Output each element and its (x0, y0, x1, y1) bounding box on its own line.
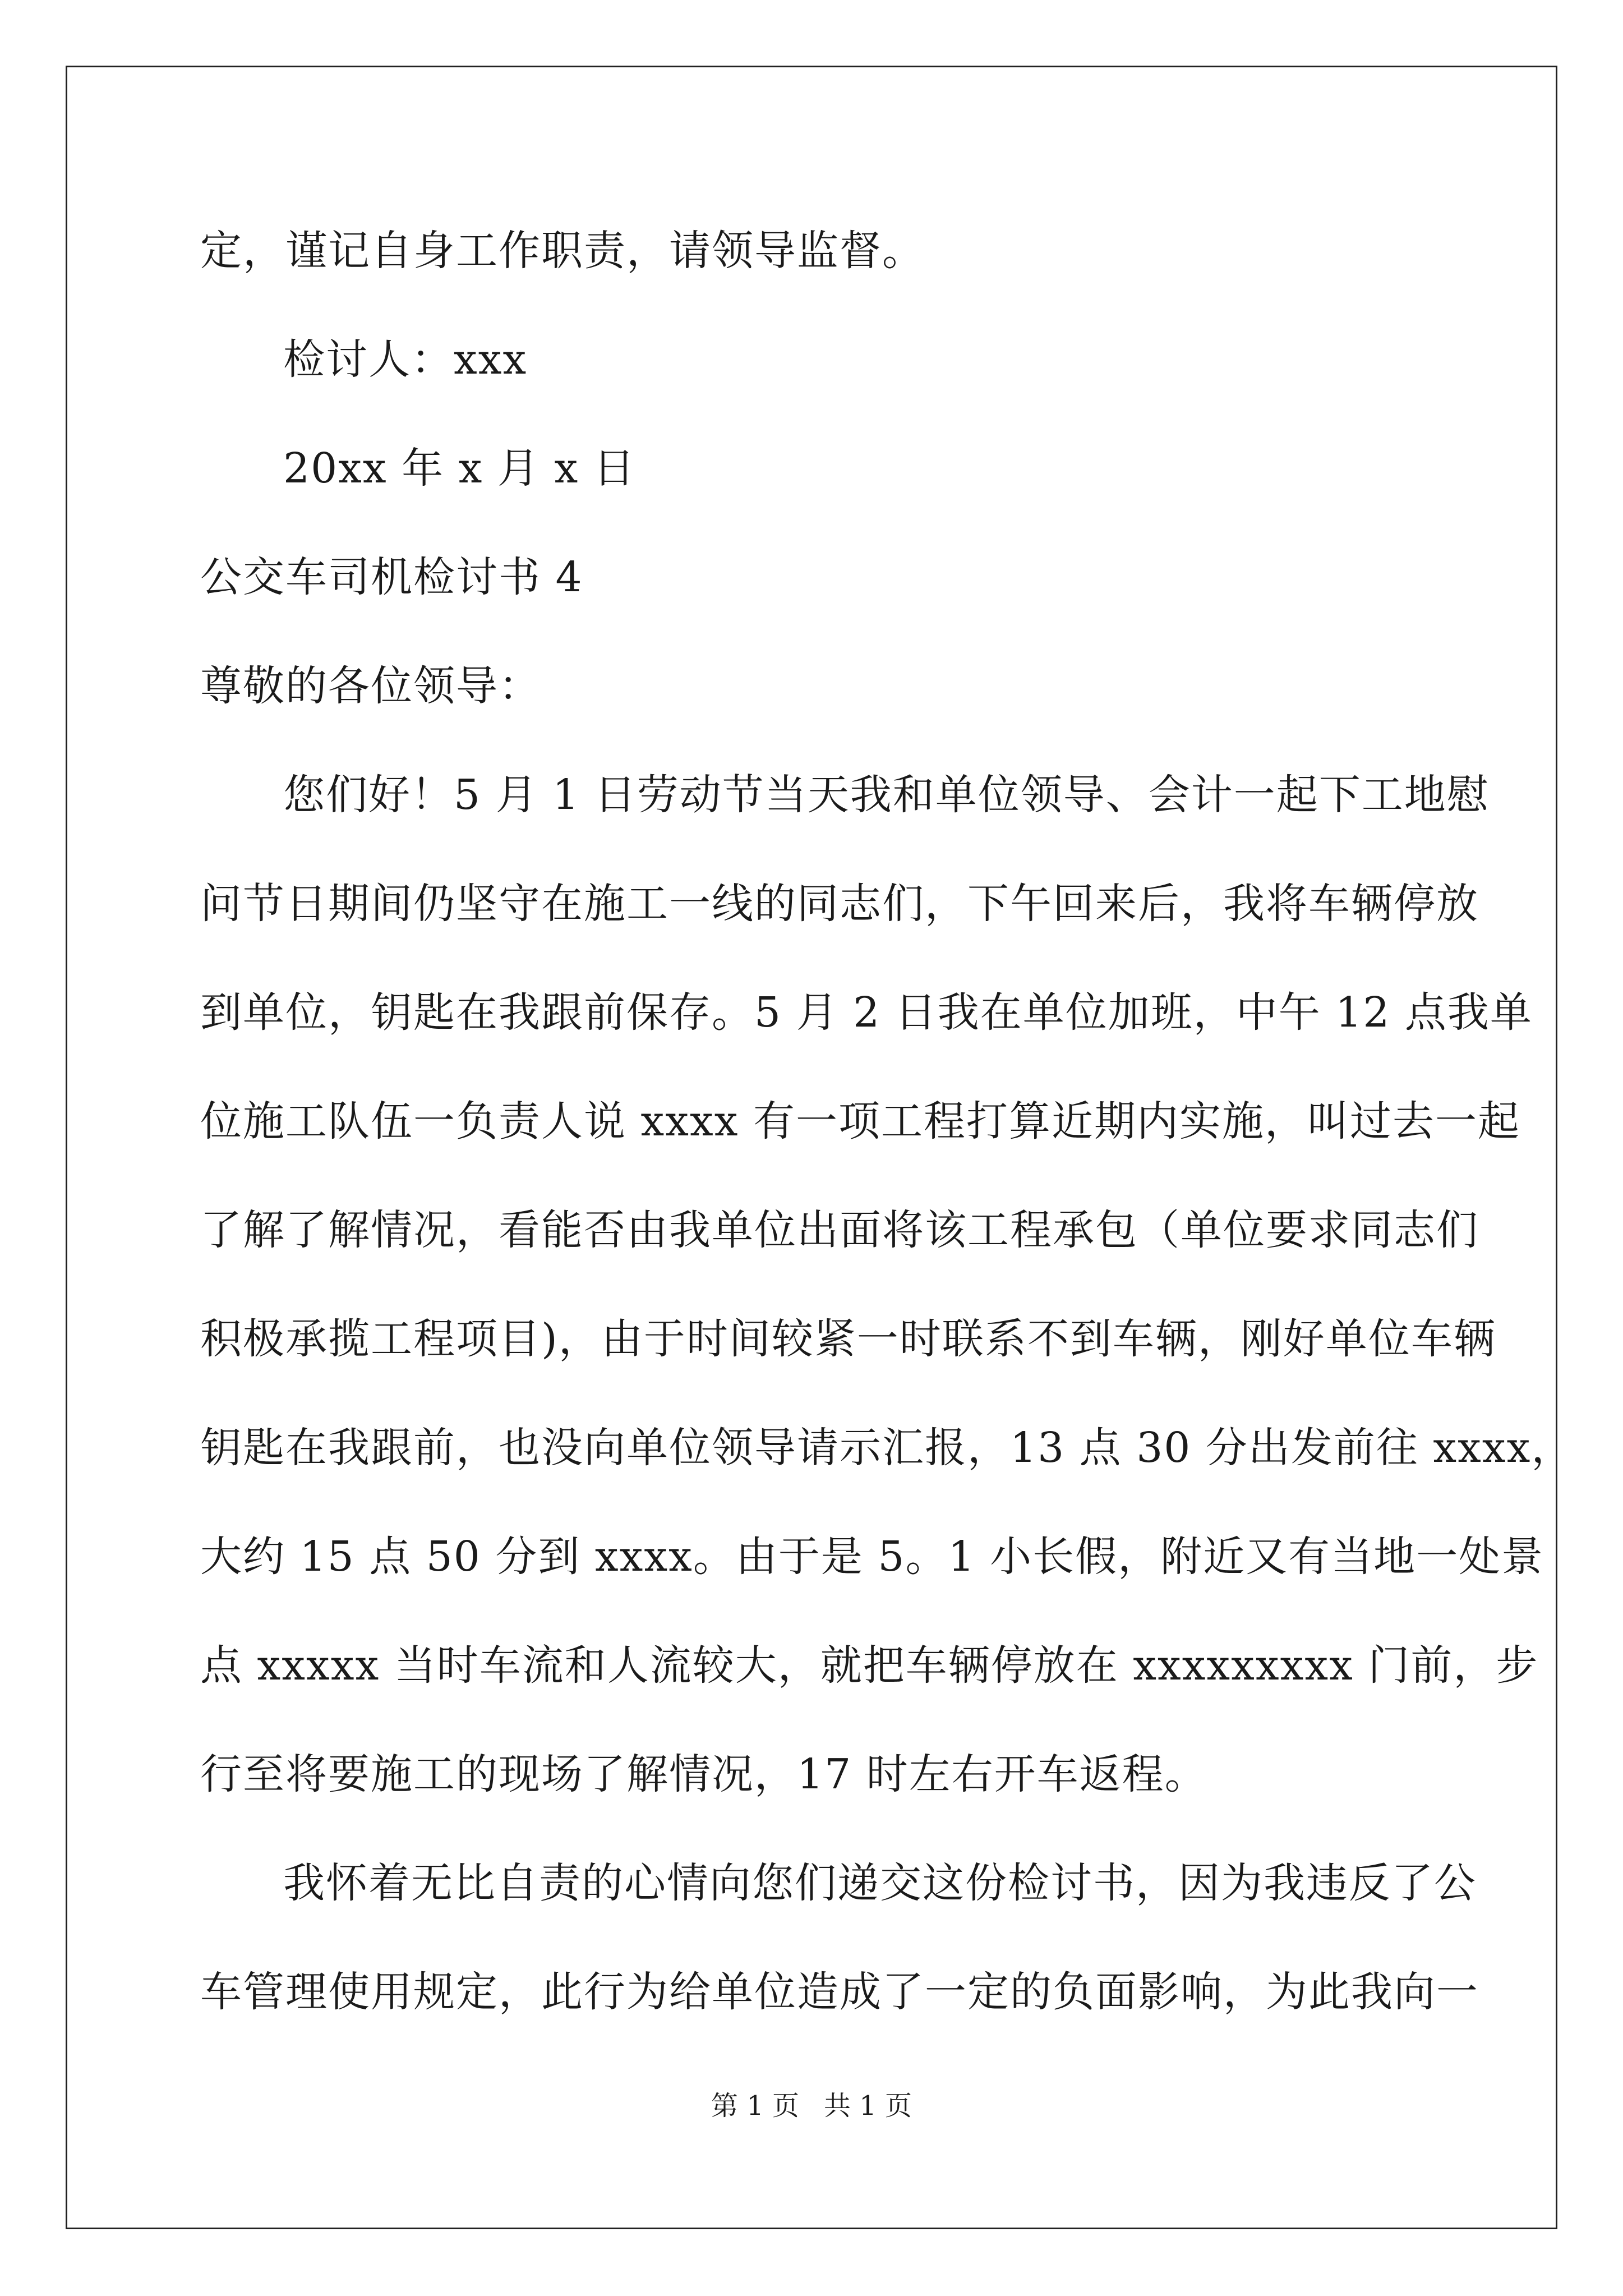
page-number: 第 1 页 (711, 2090, 799, 2122)
date-line: 20xx 年 x 月 x 日 (283, 444, 636, 493)
document-body (200, 218, 1574, 2068)
salutation: 尊敬的各位领导： (200, 662, 541, 710)
paragraph-line: 钥匙在我跟前，也没向单位领导请示汇报，13 点 30 分出发前往 xxxx， (200, 1424, 1574, 1472)
signatory-line: 检讨人：xxx (283, 335, 528, 384)
paragraph-line: 位施工队伍一负责人说 xxxx 有一项工程打算近期内实施，叫过去一起 (200, 1097, 1520, 1145)
paragraph-line: 问节日期间仍坚守在施工一线的同志们，下午回来后，我将车辆停放 (200, 880, 1479, 928)
paragraph-line: 积极承揽工程项目)，由于时间较紧一时联系不到车辆，刚好单位车辆 (200, 1315, 1496, 1363)
paragraph-line: 车管理使用规定，此行为给单位造成了一定的负面影响，为此我向一 (200, 1968, 1479, 2016)
paragraph-line: 您们好！5 月 1 日劳动节当天我和单位领导、会计一起下工地慰 (283, 771, 1490, 819)
text-line: 定，谨记自身工作职责，请领导监督。 (200, 227, 925, 275)
paragraph-line: 我怀着无比自责的心情向您们递交这份检讨书，因为我违反了公 (283, 1859, 1477, 1907)
section-title: 公交车司机检讨书 4 (200, 553, 583, 601)
paragraph-line: 点 xxxxx 当时车流和人流较大，就把车辆停放在 xxxxxxxxx 门前，步 (200, 1641, 1539, 1690)
paragraph-line: 行至将要施工的现场了解情况，17 时左右开车返程。 (200, 1750, 1207, 1798)
paragraph-line: 大约 15 点 50 分到 xxxx。由于是 5。1 小长假，附近又有当地一处景 (200, 1533, 1544, 1581)
page-total: 共 1 页 (824, 2090, 912, 2122)
paragraph-line: 到单位，钥匙在我跟前保存。5 月 2 日我在单位加班，中午 12 点我单 (200, 988, 1533, 1037)
paragraph-line: 了解了解情况，看能否由我单位出面将该工程承包（单位要求同志们 (200, 1206, 1479, 1254)
page-footer (0, 2084, 1623, 2123)
